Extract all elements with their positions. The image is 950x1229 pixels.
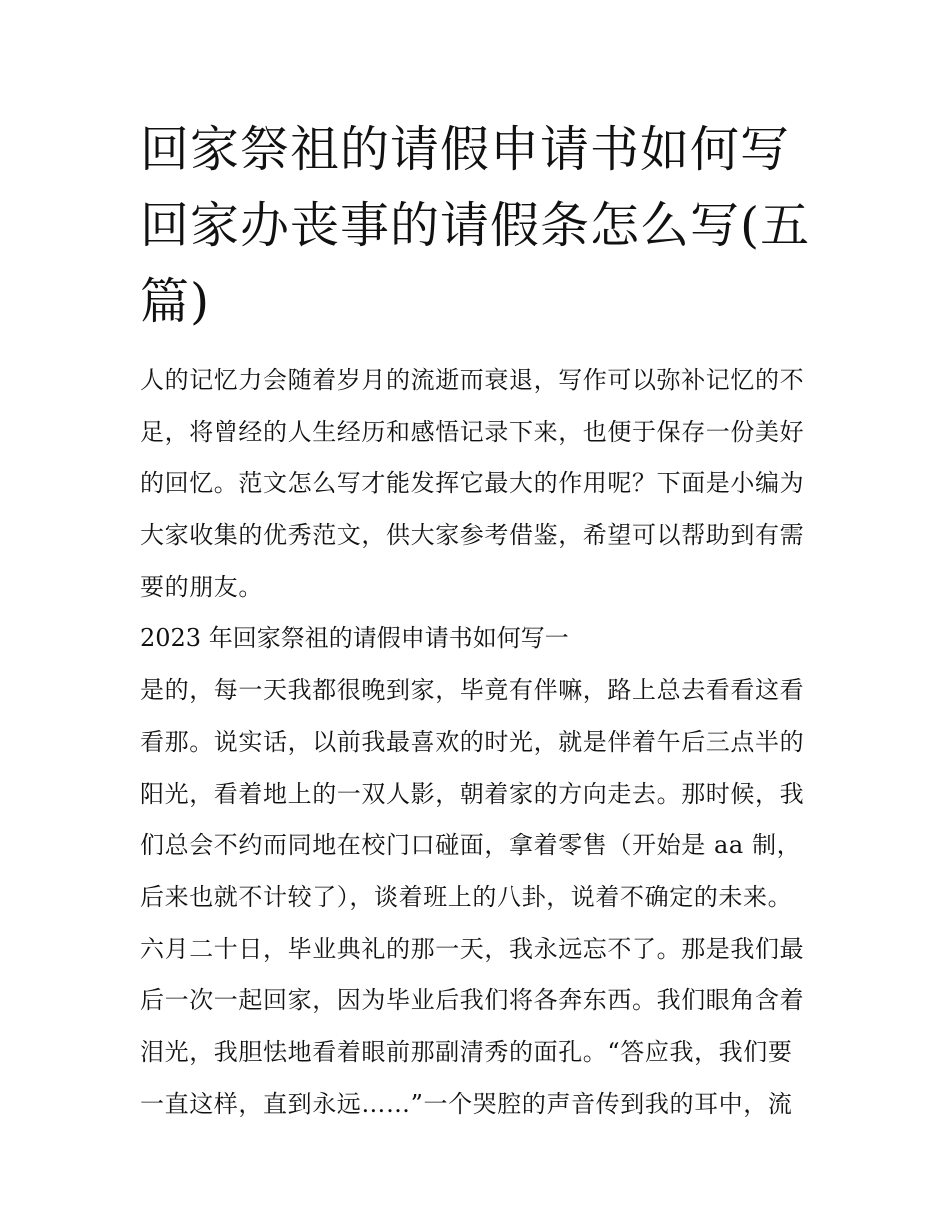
- title-line: 篇): [140, 273, 211, 330]
- title-line: 回家祭祖的请假申请书如何写: [140, 121, 791, 178]
- paragraph-line: 阳光，看着地上的一双人影，朝着家的方向走去。那时候，我: [140, 779, 805, 808]
- document-title: [140, 112, 820, 340]
- paragraph-line: 看那。说实话，以前我最喜欢的时光，就是伴着午后三点半的: [140, 727, 805, 756]
- paragraph-line: 们总会不约而同地在校门口碰面，拿着零售（开始是 aa 制，: [140, 831, 802, 860]
- paragraph-line: 是的，每一天我都很晚到家，毕竟有伴嘛，路上总去看看这看: [140, 676, 805, 705]
- intro-line: 大家收集的优秀范文，供大家参考借鉴，希望可以帮助到有需: [140, 521, 805, 550]
- intro-line: 要的朋友。: [140, 572, 263, 601]
- intro-line: 的回忆。范文怎么写才能发挥它最大的作用呢？下面是小编为: [140, 469, 805, 498]
- title-line: 回家办丧事的请假条怎么写(五: [140, 197, 811, 254]
- section-heading: 2023 年回家祭祖的请假申请书如何写一: [140, 624, 569, 653]
- paragraph-line: 后来也就不计较了），谈着班上的八卦，说着不确定的未来。: [140, 882, 793, 911]
- paragraph-line: 泪光，我胆怯地看着眼前那副清秀的面孔。“答应我，我们要: [140, 1037, 793, 1066]
- paragraph-line: 后一次一起回家，因为毕业后我们将各奔东西。我们眼角含着: [140, 986, 805, 1015]
- paragraph-line: 六月二十日，毕业典礼的那一天，我永远忘不了。那是我们最: [140, 934, 805, 963]
- intro-line: 足，将曾经的人生经历和感悟记录下来，也便于保存一份美好: [140, 417, 805, 446]
- document-body: [140, 355, 820, 1130]
- intro-line: 人的记忆力会随着岁月的流逝而衰退，写作可以弥补记忆的不: [140, 366, 805, 394]
- paragraph-line: 一直这样，直到永远……”一个哭腔的声音传到我的耳中，流: [140, 1089, 793, 1118]
